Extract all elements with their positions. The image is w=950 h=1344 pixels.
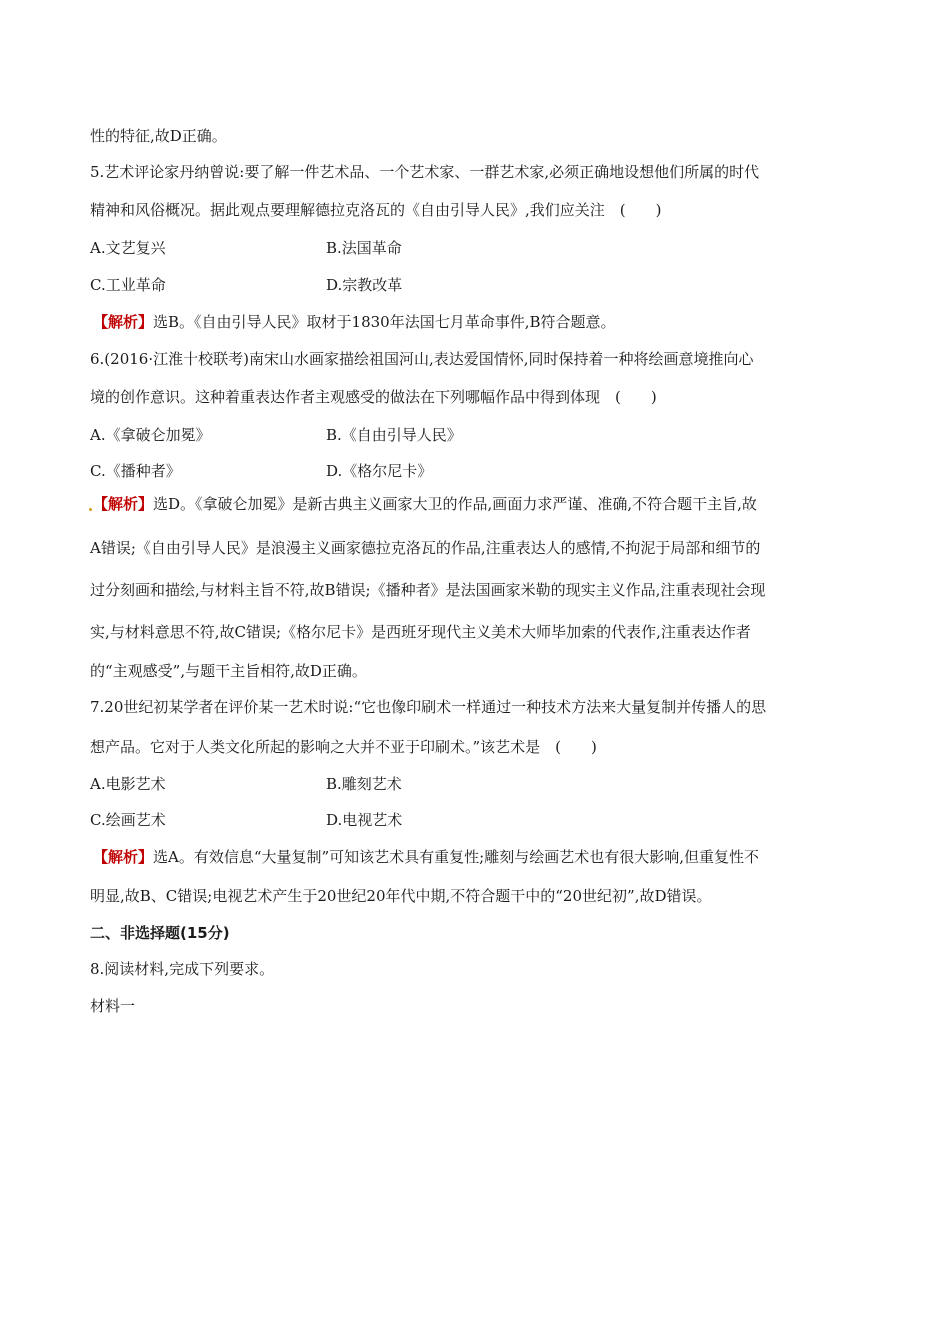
question-6-stem-line1: 6.(2016·江淮十校联考)南宋山水画家描绘祖国河山,表达爱国情怀,同时保持着一种将绘画意境推向心 (90, 350, 754, 368)
question-7-stem-line1: 7.20世纪初某学者在评价某一艺术时说:“它也像印刷术一样通过一种技术方法来大量复制并传播人的思 (90, 698, 767, 716)
question-6-stem-line2: 境的创作意识。这种着重表达作者主观感受的做法在下列哪幅作品中得到体现 ( ) (90, 388, 657, 406)
question-7-option-b: B.雕刻艺术 (326, 775, 402, 793)
question-5-option-a: A.文艺复兴 (90, 239, 166, 257)
question-7-analysis-line1 (93, 847, 759, 867)
material-label: 材料一 (90, 997, 136, 1015)
question-7-stem-line2: 想产品。它对于人类文化所起的影响之大并不亚于印刷术。”该艺术是 ( ) (90, 738, 597, 756)
question-5-analysis (93, 312, 616, 332)
question-5-stem-line2: 精神和风俗概况。据此观点要理解德拉克洛瓦的《自由引导人民》,我们应关注 ( ) (90, 201, 662, 219)
analysis-text: 选B。《自由引导人民》取材于1830年法国七月革命事件,B符合题意。 (153, 313, 616, 331)
question-7-analysis-line2: 明显,故B、C错误;电视艺术产生于20世纪20年代中期,不符合题干中的“20世纪初”,故D错误。 (90, 887, 712, 905)
question-7-option-d: D.电视艺术 (326, 811, 403, 829)
question-8-stem: 8.阅读材料,完成下列要求。 (90, 960, 275, 978)
question-6-analysis-line1 (93, 494, 757, 514)
question-6-option-c: C.《播种者》 (90, 462, 181, 480)
question-5-stem-line1: 5.艺术评论家丹纳曾说:要了解一件艺术品、一个艺术家、一群艺术家,必须正确地设想他们所属的时代 (90, 163, 760, 181)
question-6-analysis-line4: 实,与材料意思不符,故C错误;《格尔尼卡》是西班牙现代主义美术大师毕加索的代表作,注重表达作者 (90, 623, 751, 641)
text-line: 性的特征,故D正确。 (90, 127, 227, 145)
analysis-text: 选D。《拿破仑加冕》是新古典主义画家大卫的作品,画面力求严谨、准确,不符合题干主旨,故 (153, 495, 757, 513)
question-5-option-c: C.工业革命 (90, 276, 166, 294)
question-7-option-c: C.绘画艺术 (90, 811, 166, 829)
analysis-tag: 【解析】 (93, 495, 154, 513)
question-5-option-b: B.法国革命 (326, 239, 402, 257)
question-6-option-a: A.《拿破仑加冕》 (90, 426, 211, 444)
marker-dot (89, 508, 92, 511)
question-6-analysis-line5: 的“主观感受”,与题干主旨相符,故D正确。 (90, 662, 367, 680)
question-7-option-a: A.电影艺术 (90, 775, 166, 793)
question-6-analysis-line2: A错误;《自由引导人民》是浪漫主义画家德拉克洛瓦的作品,注重表达人的感情,不拘泥于局部和细节的 (90, 539, 761, 557)
question-5-option-d: D.宗教改革 (326, 276, 403, 294)
section-heading: 二、非选择题(15分) (90, 924, 230, 942)
question-6-option-b: B.《自由引导人民》 (326, 426, 462, 444)
analysis-text: 选A。有效信息“大量复制”可知该艺术具有重复性;雕刻与绘画艺术也有很大影响,但重复性不 (153, 848, 760, 866)
question-6-analysis-line3: 过分刻画和描绘,与材料主旨不符,故B错误;《播种者》是法国画家米勒的现实主义作品,注重表现社会现 (90, 581, 766, 599)
analysis-tag: 【解析】 (93, 313, 154, 331)
analysis-tag: 【解析】 (93, 848, 154, 866)
question-6-option-d: D.《格尔尼卡》 (326, 462, 433, 480)
